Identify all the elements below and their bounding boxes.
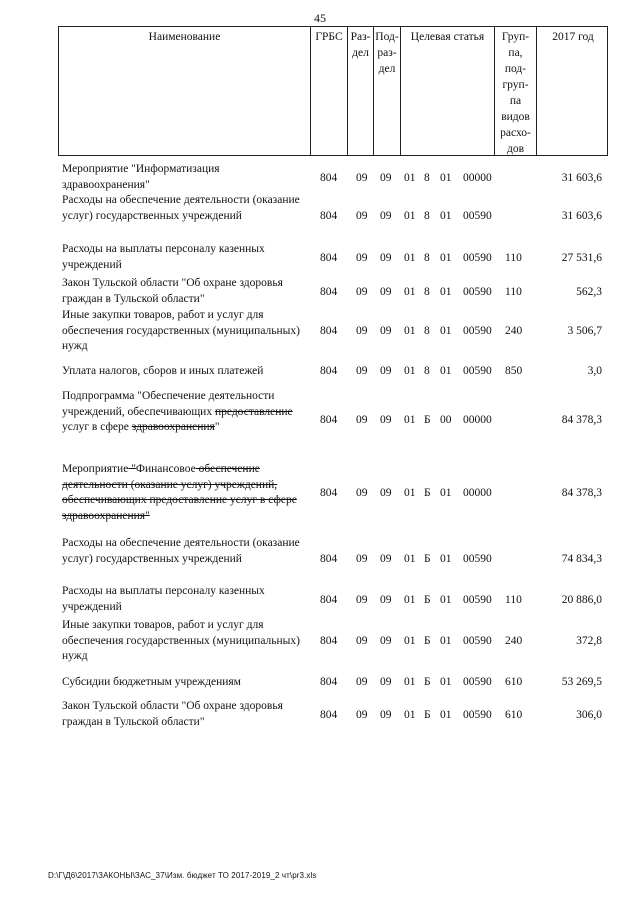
cell-grbs: 804 xyxy=(320,210,338,222)
cell-sum: 84 378,3 xyxy=(561,414,602,426)
cell-grbs: 804 xyxy=(320,325,338,337)
cell-b: Б xyxy=(424,487,431,499)
cell-b: Б xyxy=(424,676,431,688)
cell-pr: 09 xyxy=(380,365,392,377)
cell-rz: 09 xyxy=(356,252,368,264)
cell-c: 01 xyxy=(440,553,452,565)
col-target-header: Целевая статья xyxy=(401,27,495,156)
row-name: Иные закупки товаров, работ и услуг для обеспечения государственных (муниципальных) нужд xyxy=(62,619,300,662)
page-number: 45 xyxy=(314,11,326,25)
cell-c: 01 xyxy=(440,709,452,721)
cell-sum: 84 378,3 xyxy=(561,487,602,499)
cell-grbs: 804 xyxy=(320,252,338,264)
cell-c: 01 xyxy=(440,286,452,298)
col-razdel-header: Раз- дел xyxy=(348,27,374,156)
cell-rz: 09 xyxy=(356,286,368,298)
row-name xyxy=(62,389,300,436)
cell-rz: 09 xyxy=(356,553,368,565)
cell-b: Б xyxy=(424,709,431,721)
cell-sum: 3 506,7 xyxy=(567,325,602,337)
table-header xyxy=(58,26,608,156)
cell-pr: 09 xyxy=(380,709,392,721)
cell-c: 01 xyxy=(440,676,452,688)
row-name: Мероприятие "Информатизация здравоохранения" xyxy=(62,163,220,191)
cell-b: 8 xyxy=(424,286,430,298)
cell-d: 00590 xyxy=(463,365,492,377)
cell-a: 01 xyxy=(404,635,416,647)
cell-sum: 562,3 xyxy=(576,286,602,298)
cell-d: 00590 xyxy=(463,252,492,264)
cell-grbs: 804 xyxy=(320,487,338,499)
cell-rz: 09 xyxy=(356,594,368,606)
cell-d: 00000 xyxy=(463,487,492,499)
cell-rz: 09 xyxy=(356,487,368,499)
cell-b: 8 xyxy=(424,172,430,184)
cell-pr: 09 xyxy=(380,553,392,565)
row-name-part: Финансовое xyxy=(135,463,196,475)
cell-c: 01 xyxy=(440,635,452,647)
row-name: Уплата налогов, сборов и иных платежей xyxy=(62,365,264,377)
cell-b: 8 xyxy=(424,210,430,222)
cell-b: Б xyxy=(424,553,431,565)
cell-a: 01 xyxy=(404,252,416,264)
cell-pr: 09 xyxy=(380,594,392,606)
cell-vr: 610 xyxy=(505,676,523,688)
row-name-part: здравоохранения xyxy=(131,421,215,433)
cell-sum: 53 269,5 xyxy=(561,676,602,688)
cell-d: 00590 xyxy=(463,635,492,647)
cell-rz: 09 xyxy=(356,365,368,377)
cell-grbs: 804 xyxy=(320,594,338,606)
cell-d: 00590 xyxy=(463,210,492,222)
cell-a: 01 xyxy=(404,414,416,426)
cell-sum: 20 886,0 xyxy=(561,594,602,606)
cell-grbs: 804 xyxy=(320,676,338,688)
cell-grbs: 804 xyxy=(320,414,338,426)
cell-sum: 27 531,6 xyxy=(561,252,602,264)
row-name-part: Мероприятие xyxy=(62,463,129,475)
cell-c: 00 xyxy=(440,414,452,426)
row-name: Закон Тульской области "Об охране здоровья граждан в Тульской области" xyxy=(62,277,283,305)
cell-a: 01 xyxy=(404,325,416,337)
cell-d: 00590 xyxy=(463,553,492,565)
cell-vr: 110 xyxy=(505,286,522,298)
cell-b: 8 xyxy=(424,252,430,264)
row-name-part: услуг в сфере xyxy=(62,421,132,433)
cell-vr: 610 xyxy=(505,709,523,721)
cell-d: 00590 xyxy=(463,286,492,298)
cell-d: 00000 xyxy=(463,414,492,426)
cell-sum: 3,0 xyxy=(587,365,602,377)
cell-c: 01 xyxy=(440,210,452,222)
cell-vr: 240 xyxy=(505,635,523,647)
cell-sum: 372,8 xyxy=(576,635,602,647)
cell-rz: 09 xyxy=(356,210,368,222)
cell-vr: 850 xyxy=(505,365,523,377)
cell-sum: 306,0 xyxy=(576,709,602,721)
cell-c: 01 xyxy=(440,172,452,184)
row-name-part: Подпрограмма "Обеспечение деятельности учреждений, обеспечивающих xyxy=(62,390,275,418)
cell-b: 8 xyxy=(424,365,430,377)
cell-pr: 09 xyxy=(380,325,392,337)
cell-rz: 09 xyxy=(356,676,368,688)
cell-rz: 09 xyxy=(356,635,368,647)
row-name: Субсидии бюджетным учреждениям xyxy=(62,676,241,688)
row-name: Иные закупки товаров, работ и услуг для обеспечения государственных (муниципальных) нужд xyxy=(62,309,300,352)
cell-a: 01 xyxy=(404,286,416,298)
cell-c: 01 xyxy=(440,594,452,606)
cell-grbs: 804 xyxy=(320,635,338,647)
cell-c: 01 xyxy=(440,325,452,337)
col-grbs-header: ГРБС xyxy=(311,27,348,156)
cell-b: Б xyxy=(424,635,431,647)
cell-sum: 31 603,6 xyxy=(561,172,602,184)
cell-d: 00590 xyxy=(463,709,492,721)
row-name: Расходы на обеспечение деятельности (оказание услуг) государственных учреждений xyxy=(62,537,300,565)
row-name xyxy=(62,462,300,524)
cell-rz: 09 xyxy=(356,172,368,184)
col-group-header: Груп- па, под- груп- па видов расхо- дов xyxy=(495,27,537,156)
cell-pr: 09 xyxy=(380,172,392,184)
cell-d: 00590 xyxy=(463,594,492,606)
cell-d: 00590 xyxy=(463,676,492,688)
cell-pr: 09 xyxy=(380,487,392,499)
cell-grbs: 804 xyxy=(320,286,338,298)
cell-a: 01 xyxy=(404,210,416,222)
file-path-footer: D:\Г\Д6\2017\ЗАКОНЫ\ЗАС_37\Изм. бюджет ТО 2017-2019_2 чт\pr3.xls xyxy=(48,871,317,880)
cell-a: 01 xyxy=(404,553,416,565)
cell-vr: 240 xyxy=(505,325,523,337)
cell-pr: 09 xyxy=(380,635,392,647)
col-year-header: 2017 год xyxy=(552,31,594,43)
cell-pr: 09 xyxy=(380,676,392,688)
cell-sum: 31 603,6 xyxy=(561,210,602,222)
cell-a: 01 xyxy=(404,676,416,688)
cell-c: 01 xyxy=(440,252,452,264)
cell-d: 00590 xyxy=(463,325,492,337)
cell-b: 8 xyxy=(424,325,430,337)
row-name-part: обеспечение деятельности (оказание услуг) учреждений, обеспечивающих предоставление услуг в сфере здравоохранения" xyxy=(62,463,297,522)
cell-a: 01 xyxy=(404,172,416,184)
cell-vr: 110 xyxy=(505,252,522,264)
cell-grbs: 804 xyxy=(320,365,338,377)
cell-pr: 09 xyxy=(380,286,392,298)
cell-b: Б xyxy=(424,594,431,606)
cell-pr: 09 xyxy=(380,210,392,222)
cell-a: 01 xyxy=(404,709,416,721)
cell-rz: 09 xyxy=(356,709,368,721)
cell-vr: 110 xyxy=(505,594,522,606)
row-name: Закон Тульской области "Об охране здоровья граждан в Тульской области" xyxy=(62,700,283,728)
cell-b: Б xyxy=(424,414,431,426)
cell-a: 01 xyxy=(404,594,416,606)
cell-d: 00000 xyxy=(463,172,492,184)
cell-a: 01 xyxy=(404,365,416,377)
cell-c: 01 xyxy=(440,365,452,377)
cell-c: 01 xyxy=(440,487,452,499)
row-name-part: " xyxy=(214,421,220,433)
col-podrazdel-header: Под- раз- дел xyxy=(374,27,401,156)
cell-pr: 09 xyxy=(380,252,392,264)
row-name: Расходы на выплаты персоналу казенных учреждений xyxy=(62,243,265,271)
cell-sum: 74 834,3 xyxy=(561,553,602,565)
col-name-header: Наименование xyxy=(59,27,311,156)
row-name-part: " xyxy=(128,463,136,475)
cell-rz: 09 xyxy=(356,414,368,426)
cell-grbs: 804 xyxy=(320,172,338,184)
cell-a: 01 xyxy=(404,487,416,499)
cell-rz: 09 xyxy=(356,325,368,337)
row-name: Расходы на выплаты персоналу казенных учреждений xyxy=(62,585,265,613)
row-name-part: предоставление xyxy=(214,405,293,418)
cell-pr: 09 xyxy=(380,414,392,426)
cell-grbs: 804 xyxy=(320,553,338,565)
cell-grbs: 804 xyxy=(320,709,338,721)
row-name: Расходы на обеспечение деятельности (оказание услуг) государственных учреждений xyxy=(62,194,300,222)
